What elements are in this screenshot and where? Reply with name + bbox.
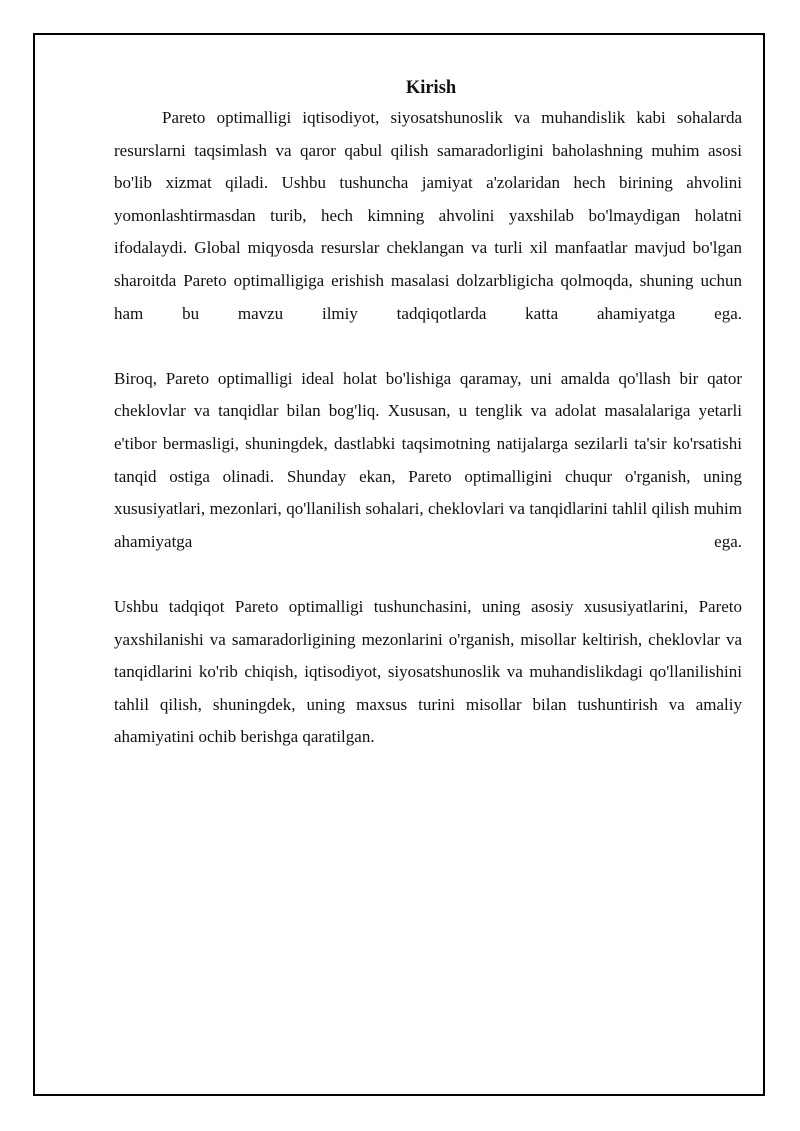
document-title: Kirish <box>405 78 457 98</box>
paragraph-intro: Pareto optimalligi iqtisodiyot, siyosatshunoslik va muhandislik kabi sohalarda resurslarni taqsimlash va qaror qabul qilish samaradorligini baholashning muhim asosi bo'lib xizmat qiladi. Ushbu tushuncha jamiyat a'zolaridan hech birining ahvolini yomonlashtirmasdan turib, hech kimning ahvolini yaxshilab bo'lmaydigan holatni ifodalaydi. Global miqyosda resurslar cheklangan va turli xil manfaatlar mavjud bo'lgan sharoitda Pareto optimalligiga erishish masalasi dolzarbligicha qolmoqda, shuning uchun ham bu mavzu ilmiy tadqiqotlarda katta ahamiyatga ega. <box>114 108 742 323</box>
document-body <box>114 76 742 754</box>
paragraph-critique: Biroq, Pareto optimalligi ideal holat bo'lishiga qaramay, uni amalda qo'llash bir qator cheklovlar va tanqidlar bilan bog'liq. Xususan, u tenglik va adolat masalalariga yetarli e'tibor bermasligi, shuningdek, dastlabki taqsimotning natijalarga sezilarli ta'sir ko'rsatishi tanqid ostiga olinadi. Shunday ekan, Pareto optimalligini chuqur o'rganish, uning xususiyatlari, mezonlari, qo'llanilish sohalari, cheklovlari va tanqidlarini tahlil qilish muhim ahamiyatga ega. <box>114 368 742 551</box>
paragraph-research-goal: Ushbu tadqiqot Pareto optimalligi tushunchasini, uning asosiy xususiyatlarini, Pareto yaxshilanishi va samaradorligining mezonlarini o'rganish, misollar keltirish, cheklovlar va tanqidlarini ko'rib chiqish, iqtisodiyot, siyosatshunoslik va muhandislikdagi qo'llanilishini tahlil qilish, shuningdek, uning maxsus turini misollar bilan tushuntirish va amaliy ahamiyatini ochib berishga qaratilgan. <box>114 596 742 747</box>
